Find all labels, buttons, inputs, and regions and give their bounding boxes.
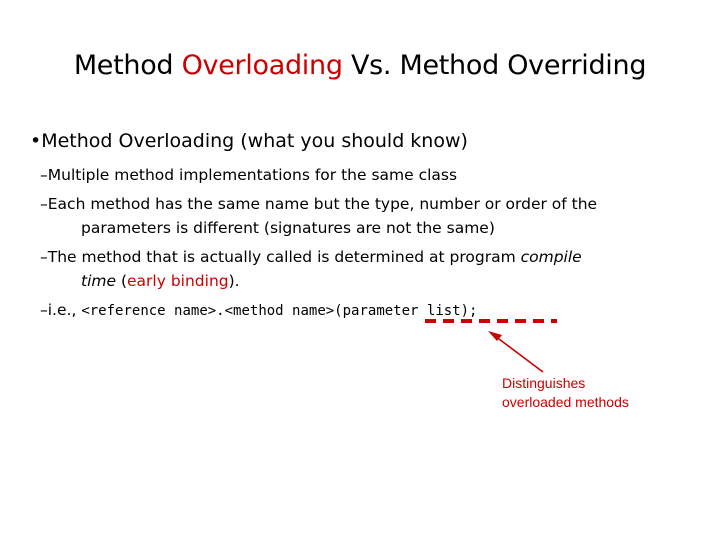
sub-bullet-1-text: Multiple method implementations for the same class: [47, 166, 458, 184]
callout-line-1: Distinguishes: [502, 375, 586, 391]
main-bullet-text: Method Overloading (what you should know): [41, 130, 468, 152]
sub-bullet-2-line-1: Each method has the same name but the type, number or order of the: [47, 195, 598, 213]
callout-line-2: overloaded methods: [502, 394, 629, 410]
callout-arrow-line: [495, 336, 543, 372]
early-binding-highlight: early binding: [127, 272, 229, 290]
paren-open: (: [116, 272, 128, 290]
title-highlight-overloading: Overloading: [181, 50, 343, 81]
sub-bullet-3-text: The method that is actually called is determined at program: [47, 248, 521, 266]
method-call-syntax: <reference name>.<method name>(parameter list);: [81, 303, 478, 319]
time-italic: time: [81, 272, 117, 290]
bullet-dot-icon: •: [30, 130, 42, 152]
dash-icon: –: [40, 195, 48, 213]
title-part-1: Method: [73, 50, 182, 81]
title-part-3: Vs. Method Overriding: [342, 50, 647, 81]
dash-icon: –: [40, 166, 48, 184]
dash-icon: –: [40, 248, 48, 266]
sub-bullet-2-line-2: parameters is different (signatures are not the same): [81, 219, 495, 237]
paren-close: ).: [228, 272, 240, 290]
sub-bullet-4-prefix: i.e.,: [47, 301, 82, 319]
compile-italic: compile: [520, 248, 582, 266]
dash-icon: –: [40, 301, 48, 319]
callout-note: [502, 374, 629, 412]
